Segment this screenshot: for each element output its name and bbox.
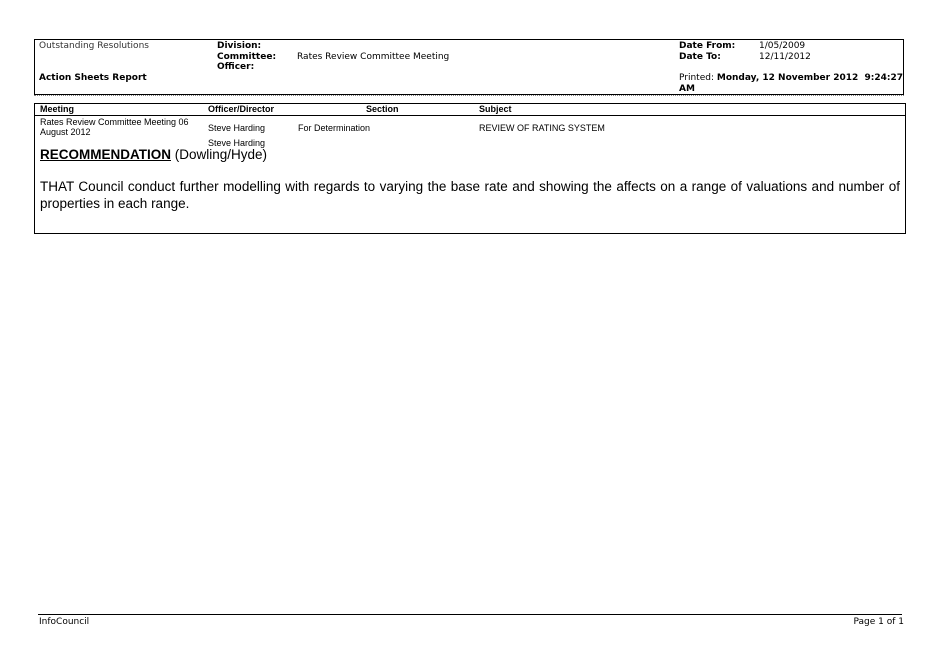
col-header-subject: Subject bbox=[479, 104, 512, 114]
recommendation-movers: (Dowling/Hyde) bbox=[174, 147, 268, 162]
printed-line bbox=[679, 73, 903, 84]
col-header-section: Section bbox=[366, 104, 399, 114]
meeting-name-line1: Rates Review Committee Meeting 06 bbox=[40, 117, 189, 127]
subject-cell: REVIEW OF RATING SYSTEM bbox=[479, 123, 605, 133]
table-header-rule bbox=[34, 115, 906, 116]
col-header-meeting: Meeting bbox=[40, 104, 75, 114]
meeting-name-line2: August 2012 bbox=[40, 127, 91, 137]
report-title: Action Sheets Report bbox=[39, 73, 147, 83]
director-cell: Steve Harding bbox=[208, 138, 266, 148]
col-header-officer-director: Officer/Director bbox=[208, 104, 275, 114]
page-number: Page 1 of 1 bbox=[853, 617, 904, 627]
footer-rule bbox=[38, 614, 902, 615]
date-from-label: Date From: bbox=[679, 41, 736, 51]
recommendation-text: THAT Council conduct further modelling with regards to varying the base rate and showing the affects on a range of valuations and number of properties in each range. bbox=[40, 179, 900, 211]
officer-label: Officer: bbox=[217, 62, 255, 72]
date-to-value: 12/11/2012 bbox=[759, 52, 811, 62]
report-category: Outstanding Resolutions bbox=[39, 41, 149, 51]
recommendation-label: RECOMMENDATION bbox=[40, 147, 171, 162]
date-to-label: Date To: bbox=[679, 52, 721, 62]
section-cell: For Determination bbox=[298, 123, 371, 133]
date-from-value: 1/05/2009 bbox=[759, 41, 806, 51]
footer-brand: InfoCouncil bbox=[39, 617, 90, 627]
header-divider bbox=[34, 95, 904, 96]
division-label: Division: bbox=[217, 41, 262, 51]
printed-value-continued: AM bbox=[679, 84, 695, 94]
printed-value: Monday, 12 November 2012 9:24:27 bbox=[716, 73, 904, 83]
meeting-cell bbox=[40, 117, 200, 137]
committee-label: Committee: bbox=[217, 52, 277, 62]
recommendation-heading bbox=[40, 147, 267, 163]
printed-label: Printed: bbox=[679, 73, 714, 83]
committee-value: Rates Review Committee Meeting bbox=[297, 52, 450, 62]
officer-cell: Steve Harding bbox=[208, 123, 266, 133]
